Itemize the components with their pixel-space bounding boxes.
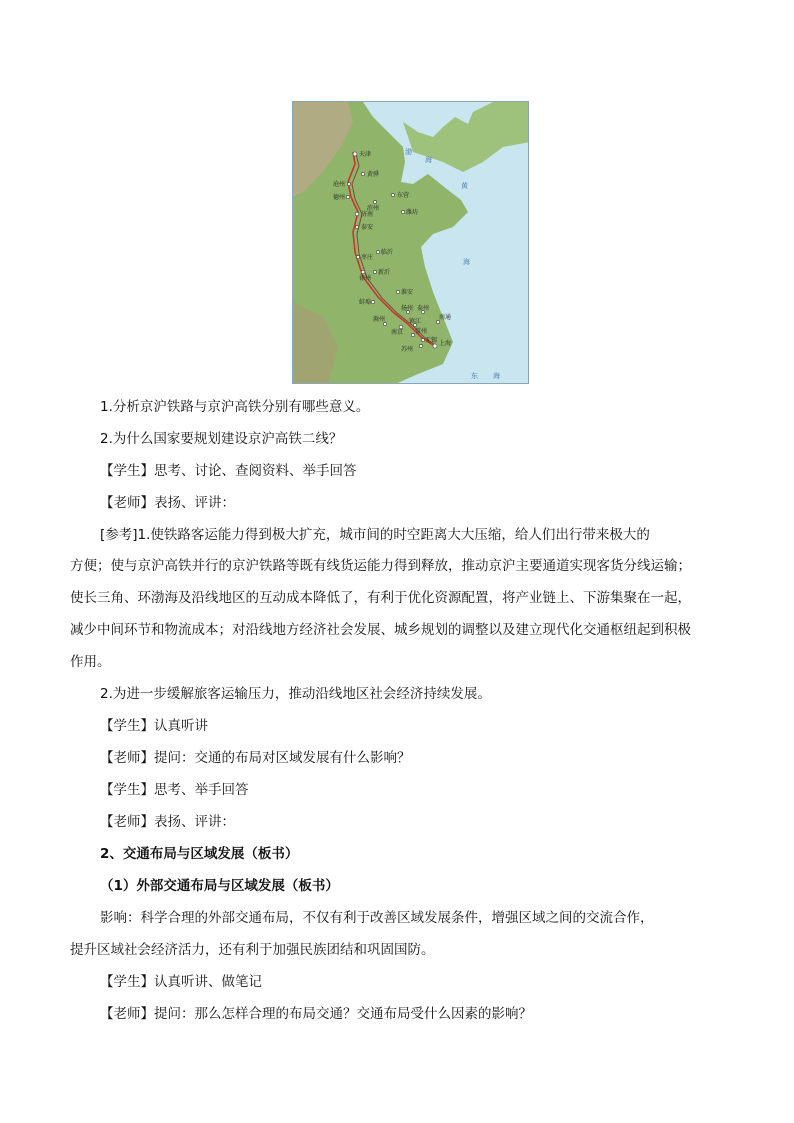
student-response-2: 【学生】认真听讲: [100, 718, 208, 734]
city-label: 德州: [333, 194, 346, 201]
reference-line-1: [参考]1.使铁路客运能力得到极大扩充，城市间的时空距离大大压缩，给人们出行带来极大的: [100, 527, 650, 543]
city-label: 南通: [439, 314, 452, 321]
city-label: 淮安: [401, 289, 414, 296]
city-label: 黄骅: [367, 171, 380, 178]
city-label: 南京: [391, 329, 404, 336]
city-label: 滁州: [373, 316, 386, 323]
teacher-response-1: 【老师】表扬、评讲：: [100, 495, 235, 511]
city-label: 滨州: [367, 205, 380, 212]
section-heading: 2、交通布局与区域发展（板书）: [100, 846, 299, 862]
section-subheading: （1）外部交通布局与区域发展（板书）: [100, 878, 339, 894]
city-label: 蚌埠: [359, 299, 372, 306]
sea-label: 海: [493, 372, 500, 380]
city-label: 常州: [415, 328, 428, 335]
city-label: 济南: [361, 211, 374, 218]
reference-answer-2: 2.为进一步缓解旅客运输压力，推动沿线地区社会经济持续发展。: [100, 686, 491, 702]
reference-line-2: 方便；使与京沪高铁并行的京沪铁路等既有线货运能力得到释放，推动京沪主要通道实现客货分线运输；: [70, 558, 691, 574]
reference-line-4: 减少中间环节和物流成本；对沿线地方经济社会发展、城乡规划的调整以及建立现代化交通枢纽起到积极: [70, 622, 691, 638]
city-label: 徐州: [359, 275, 372, 282]
city-label: 泰安: [361, 224, 374, 231]
city-label: 无锡: [425, 337, 438, 344]
question-1: 1.分析京沪铁路与京沪高铁分别有哪些意义。: [100, 399, 370, 415]
influence-line-1: 影响：科学合理的外部交通布局，不仅有利于改善区域发展条件，增强区域之间的交流合作，: [100, 910, 654, 926]
sea-label: 黄: [461, 182, 468, 190]
map-svg: [293, 102, 529, 384]
sea-label: 东: [471, 372, 478, 380]
teacher-response-3: 【老师】表扬、评讲：: [100, 814, 235, 830]
railway-map: [292, 101, 529, 384]
city-label: 新沂: [378, 269, 391, 276]
influence-line-2: 提升区域社会经济活力，还有利于加强民族团结和巩固国防。: [70, 942, 435, 958]
sea-label: 海: [463, 258, 470, 266]
student-response-3: 【学生】思考、举手回答: [100, 782, 249, 798]
city-label: 潍坊: [406, 209, 419, 216]
teacher-question-2: 【老师】提问：交通的布局对区域发展有什么影响？: [100, 750, 411, 766]
student-response-4: 【学生】认真听讲、做笔记: [100, 974, 262, 990]
city-label: 扬州: [401, 305, 414, 312]
student-response-1: 【学生】思考、讨论、查阅资料、举手回答: [100, 463, 357, 479]
city-label: 泰州: [417, 305, 430, 312]
teacher-question-4: 【老师】提问：那么怎样合理的布局交通？交通布局受什么因素的影响？: [100, 1006, 532, 1022]
city-label: 镇江: [409, 318, 422, 325]
city-label: 上海: [439, 340, 452, 347]
reference-line-5: 作用。: [70, 654, 111, 670]
question-2: 2.为什么国家要规划建设京沪高铁二线？: [100, 431, 343, 447]
city-label: 临沂: [381, 249, 394, 256]
city-label: 沧州: [333, 181, 346, 188]
sea-label: 海: [425, 156, 432, 164]
city-label: 苏州: [401, 346, 414, 353]
sea-label: 渤: [405, 148, 412, 156]
reference-line-3: 使长三角、环渤海及沿线地区的互动成本降低了，有利于优化资源配置，将产业链上、下游集聚在一起，: [70, 590, 691, 606]
city-label: 东营: [397, 192, 410, 199]
city-label: 天津: [359, 151, 372, 158]
city-label: 枣庄: [361, 254, 374, 261]
